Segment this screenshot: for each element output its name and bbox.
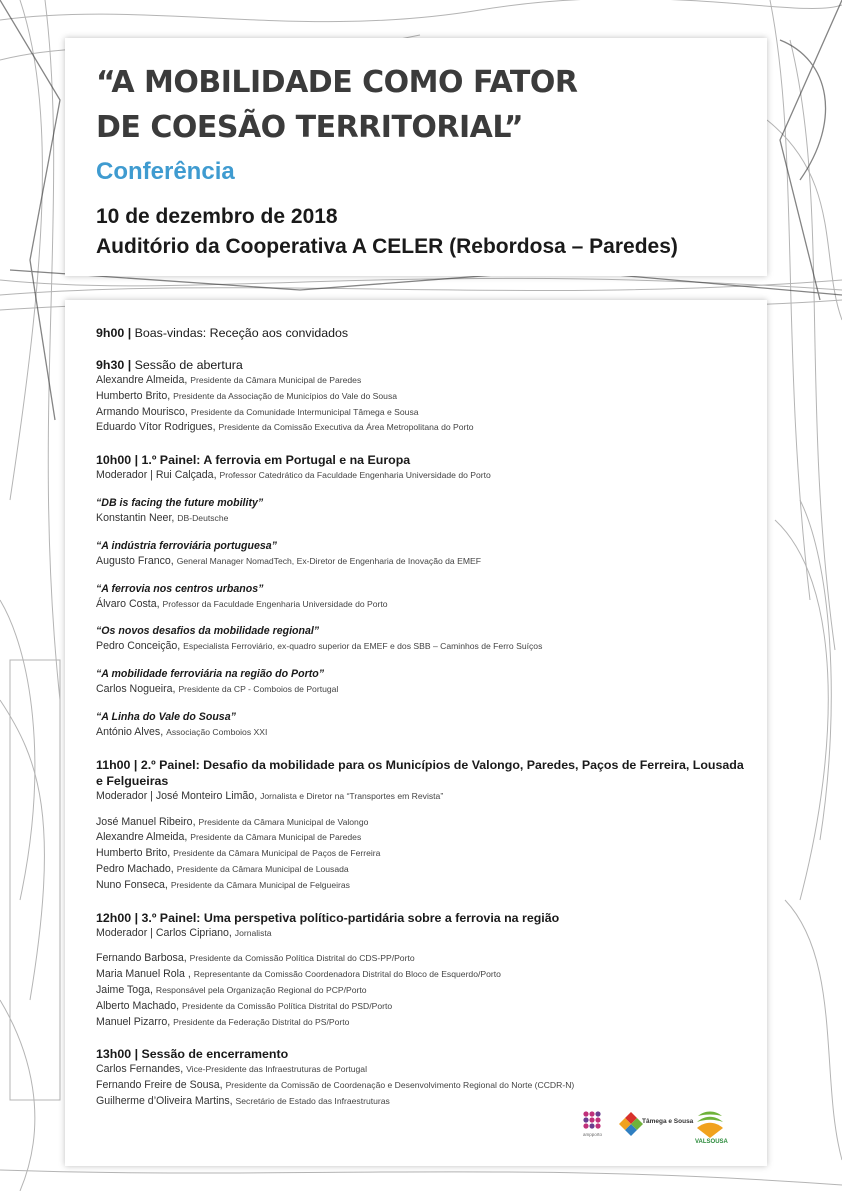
speaker-name: Manuel Pizarro, [96, 1015, 171, 1028]
talk-title: “A Linha do Vale do Sousa” [96, 710, 236, 723]
speaker-name: Alberto Machado, [96, 999, 180, 1012]
speaker-role: Professor da Faculdade Engenharia Universidade do Porto [162, 598, 388, 609]
speaker-name: Alexandre Almeida, [96, 831, 188, 844]
logo3-text: VALSOUSA [695, 1139, 728, 1144]
spacer [96, 805, 746, 815]
section-separator: | [131, 910, 142, 925]
logo1-text: ampporto [583, 1132, 603, 1137]
speaker-role: Presidente da Câmara Municipal de Paredes [190, 375, 362, 385]
speaker-name: António Alves, [96, 725, 164, 738]
section-separator: | [130, 757, 141, 772]
section-time: 9h30 [96, 358, 125, 372]
program-section [96, 1046, 746, 1109]
conference-title [96, 60, 577, 150]
speaker-role: Jornalista [234, 927, 272, 938]
section-heading [96, 452, 746, 468]
speaker-name: Maria Manuel Rola , [96, 968, 191, 981]
speaker-row [96, 862, 746, 878]
speaker-role: Presidente da CP - Comboios de Portugal [178, 684, 339, 695]
program-section [96, 910, 746, 1031]
section-title: 2.º Painel: Desafio da mobilidade para os Municípios de Valongo, Paredes, Paços de Ferreira, Lousada e Felgueiras [96, 757, 744, 788]
talk-title: “A indústria ferroviária portuguesa” [96, 539, 277, 552]
speaker-row [96, 878, 746, 894]
section-title: Boas-vindas: Receção aos convidados [134, 326, 349, 340]
speaker-role: Vice-Presidente das Infraestruturas de Portugal [186, 1064, 367, 1075]
speaker-row [96, 468, 746, 484]
speaker-role: Presidente da Associação de Municípios do Vale do Sousa [173, 390, 398, 401]
conference-subtitle: Conferência [96, 158, 235, 185]
speaker-name: Pedro Machado, [96, 862, 174, 875]
speaker-name: Konstantin Neer, [96, 511, 175, 524]
speaker-row [96, 815, 746, 831]
speaker-name: Pedro Conceição, [96, 640, 181, 653]
speaker-row [96, 682, 746, 698]
title-line-1: “A MOBILIDADE COMO FATOR [96, 65, 578, 100]
speaker-role: Jornalista e Diretor na “Transportes em Revista” [260, 790, 444, 801]
speaker-row [96, 967, 746, 983]
speaker-role: Presidente da Comissão de Coordenação e Desenvolvimento Regional do Norte (CCDR-N) [225, 1080, 575, 1091]
section-heading [96, 1046, 746, 1062]
speaker-row [96, 420, 746, 436]
speaker-name: Fernando Freire de Sousa, [96, 1079, 223, 1092]
speaker-role: General Manager NomadTech, Ex-Diretor de Engenharia de Inovação da EMEF [176, 555, 481, 566]
section-time: 9h00 [96, 326, 125, 340]
speaker-name: Moderador | José Monteiro Limão, [96, 789, 258, 802]
speaker-role: Presidente da Câmara Municipal de Paredes [190, 832, 362, 843]
speaker-name: Álvaro Costa, [96, 597, 160, 610]
speaker-name: Carlos Nogueira, [96, 683, 176, 696]
program-section [96, 357, 746, 436]
speaker-name: Augusto Franco, [96, 554, 174, 567]
speaker-row [96, 597, 746, 613]
event-info [96, 202, 678, 262]
program-section [96, 452, 746, 741]
speaker-role: Especialista Ferroviário, ex-quadro superior da EMEF e dos SBB – Caminhos de Ferro Suíços [183, 641, 543, 652]
speaker-role: Representante da Comissão Coordenadora Distrital do Bloco de Esquerdo/Porto [193, 969, 501, 980]
valsousa-logo [695, 1112, 729, 1145]
section-heading [96, 910, 746, 926]
speaker-row [96, 1062, 746, 1078]
program-section [96, 325, 746, 341]
section-time: 13h00 [96, 1047, 132, 1062]
speaker-row [96, 511, 746, 527]
speaker-row [96, 830, 746, 846]
speaker-row [96, 983, 746, 999]
speaker-row [96, 926, 746, 942]
speaker-name: Humberto Brito, [96, 389, 171, 402]
speaker-name: Armando Mourisco, [96, 405, 188, 418]
program-section [96, 757, 746, 894]
speaker-role: Presidente da Câmara Municipal de Felgueiras [170, 879, 350, 890]
speaker-role: Presidente da Federação Distrital do PS/Porto [173, 1016, 350, 1027]
speaker-row [96, 725, 746, 741]
speaker-row [96, 846, 746, 862]
section-title: Sessão de encerramento [141, 1047, 289, 1062]
speaker-name: Eduardo Vítor Rodrigues, [96, 421, 216, 434]
section-separator: | [131, 1047, 142, 1062]
speaker-name: Moderador | Rui Calçada, [96, 469, 217, 482]
section-title: Sessão de abertura [134, 358, 243, 372]
speaker-row [96, 405, 746, 421]
event-venue: Auditório da Cooperativa A CELER (Rebordosa – Paredes) [96, 235, 678, 258]
section-title: 1.º Painel: A ferrovia em Portugal e na Europa [141, 453, 411, 468]
section-separator: | [124, 358, 135, 372]
speaker-role: Professor Catedrático da Faculdade Engenharia Universidade do Porto [219, 470, 491, 481]
section-time: 10h00 [96, 453, 132, 468]
section-title: 3.º Painel: Uma perspetiva político-partidária sobre a ferrovia na região [141, 910, 560, 925]
logo2-text: Tâmega e Sousa [642, 1118, 694, 1125]
speaker-role: Responsável pela Organização Regional do PCP/Porto [155, 984, 367, 995]
speaker-name: Nuno Fonseca, [96, 878, 168, 891]
speaker-role: Presidente da Câmara Municipal de Valongo [198, 816, 369, 827]
speaker-role: Presidente da Comissão Política Distrital do CDS-PP/Porto [189, 953, 415, 964]
section-heading [96, 325, 746, 341]
speaker-row [96, 951, 746, 967]
speaker-row [96, 639, 746, 655]
speaker-name: Carlos Fernandes, [96, 1063, 184, 1076]
speaker-name: José Manuel Ribeiro, [96, 815, 196, 828]
header-card [65, 38, 767, 276]
speaker-role: Presidente da Comissão Executiva da Área Metropolitana do Porto [218, 422, 474, 433]
section-heading [96, 757, 746, 789]
section-time: 12h00 [96, 910, 132, 925]
section-heading [96, 357, 746, 373]
speaker-row [96, 389, 746, 405]
speaker-row [96, 1078, 746, 1094]
speaker-row [96, 373, 746, 389]
spacer [96, 941, 746, 951]
speaker-name: Jaime Toga, [96, 983, 153, 996]
speaker-name: Guilherme d’Oliveira Martins, [96, 1094, 233, 1107]
speaker-role: Associação Comboios XXI [166, 726, 268, 737]
speaker-role: Presidente da Câmara Municipal de Lousada [176, 863, 349, 874]
speaker-row [96, 554, 746, 570]
title-line-2: DE COESÃO TERRITORIAL” [96, 110, 524, 145]
section-separator: | [131, 453, 142, 468]
speaker-name: Fernando Barbosa, [96, 952, 187, 965]
amp-porto-logo [583, 1111, 603, 1137]
speaker-role: Secretário de Estado das Infraestruturas [235, 1095, 390, 1106]
speaker-name: Moderador | Carlos Cipriano, [96, 926, 232, 939]
talk-title: “DB is facing the future mobility” [96, 496, 264, 509]
section-time: 11h00 [96, 757, 131, 772]
event-date: 10 de dezembro de 2018 [96, 205, 338, 228]
speaker-role: Presidente da Câmara Municipal de Paços de Ferreira [173, 848, 381, 859]
tamega-sousa-logo [619, 1112, 694, 1136]
talk-title: “A mobilidade ferroviária na região do Porto” [96, 668, 325, 681]
talk-title: “A ferrovia nos centros urbanos” [96, 582, 264, 595]
speaker-role: DB-Deutsche [177, 512, 229, 523]
speaker-role: Presidente da Comissão Política Distrital do PSD/Porto [182, 1000, 393, 1011]
speaker-role: Presidente da Comunidade Intermunicipal Tâmega e Sousa [190, 406, 419, 417]
talk-title: “Os novos desafios da mobilidade regional” [96, 625, 320, 638]
program-list [96, 325, 746, 1110]
speaker-name: Humberto Brito, [96, 847, 171, 860]
speaker-name: Alexandre Almeida, [96, 374, 188, 386]
sponsor-logos [581, 1108, 731, 1144]
section-separator: | [124, 326, 135, 340]
speaker-row [96, 789, 746, 805]
speaker-row [96, 999, 746, 1015]
speaker-row [96, 1015, 746, 1031]
program-card [65, 300, 767, 1166]
